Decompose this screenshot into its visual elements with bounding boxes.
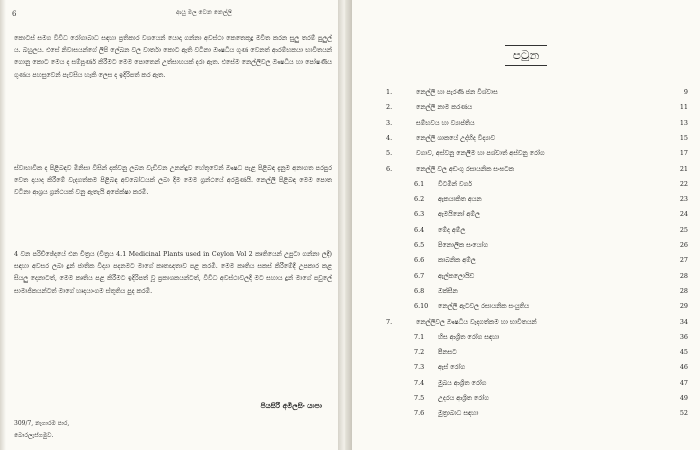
toc-entry-page: 15: [679, 133, 688, 142]
author-signature: පියසිරි අමිලසිං යාපා: [260, 401, 322, 410]
toc-entry-title: පීනසට: [438, 348, 457, 357]
toc-entry: [352, 180, 700, 192]
toc-entry-page: 46: [679, 363, 688, 372]
toc-entry-page: 11: [679, 103, 688, 112]
toc-entry-title: ඔක්සීන: [438, 286, 458, 295]
toc-entry-number: 7.2: [414, 348, 425, 357]
contents-title: පටුන: [505, 45, 548, 66]
toc-entry-title: නෙල්ලි වල අඩංගු රසායනික සංඝටක: [416, 164, 514, 173]
toc-entry-number: 2.: [386, 103, 393, 112]
toc-entry-page: 28: [679, 271, 688, 280]
book-gutter: [338, 0, 352, 450]
toc-entry-number: 7.3: [414, 363, 425, 372]
toc-entry: [352, 195, 700, 207]
running-head: ආයු මල වෙන නෙල්ලි: [176, 9, 232, 16]
toc-entry-number: 7.1: [414, 332, 425, 341]
toc-entry-number: 6.3: [414, 210, 425, 219]
toc-entry-title: ඇස් රෝග: [438, 363, 466, 372]
toc-entry: [352, 379, 700, 391]
toc-entry: [352, 256, 700, 268]
preface-paragraph-3: 4 වන පරිච්ඡේදයේ එන චිත්‍රය (චිත්‍රය 4.1 Medicinal Plants used in Ceylon Vol 2 කෘතියෙන් උපුටා ගන්නා ලදී) සඳහා අවසර ලබා දුන් ජාතික විද්‍යා පදනමට මාගේ කෘතඥතාව පළ කරමි. මෙම කෘතිය සකස් කිරීමේදී උපකාර කළ සියලු දෙනාටත්, මෙම කෘතිය පළ කිරීමට ඉදිරිපත් වූ ප්‍රකාශකයන්ටත්, විවිධ අවස්ථාවලදී මට සහාය දුන් මාගේ පවුලේ සාමාජිකයන්ටත් මාගේ හෘදයාංගම ස්තූතිය පුද කරමි.: [14, 250, 332, 295]
toc-entry: [352, 363, 700, 375]
toc-entry-title: හිස ආශ්‍රිත රෝග සඳහා: [438, 332, 500, 341]
toc-entry-page: 9: [683, 88, 688, 96]
toc-entry: [352, 149, 700, 161]
toc-entry-title: මේද අම්ල: [438, 225, 466, 234]
toc-entry-page: 49: [679, 394, 688, 402]
toc-entry-number: 7.5: [414, 394, 425, 402]
toc-entry-title: උදරය ආශ්‍රිත රෝග: [438, 394, 489, 402]
toc-entry: [352, 302, 700, 314]
toc-entry-page: 24: [679, 210, 688, 219]
toc-entry-number: 4.: [386, 133, 393, 142]
toc-entry-number: 7.6: [414, 409, 425, 418]
toc-entry-number: 6.2: [414, 195, 425, 204]
toc-entry-number: 5.: [386, 149, 393, 158]
toc-entry-page: 25: [679, 225, 688, 234]
toc-entry-title: මුඛය ආශ්‍රිත රෝග: [438, 378, 487, 387]
toc-entry-title: නෙල්ලි ශාකයේ උද්භිද විද්‍යාව: [416, 133, 496, 142]
toc-entry-page: 17: [679, 149, 688, 158]
toc-entry-title: ඇකයාකිත අයන: [438, 195, 482, 204]
toc-entry-title: මුත්‍රාබාධ සඳහා: [438, 409, 479, 418]
page-edge-shadow: [0, 0, 6, 450]
toc-entry-number: 7.4: [414, 378, 425, 387]
toc-entry: [352, 272, 700, 284]
toc-entry-title: ඇල්කලොයිඩ: [438, 271, 475, 280]
toc-entry-number: 6.5: [414, 241, 425, 249]
toc-entry: [352, 287, 700, 299]
toc-entry-title: නෙල්ලි නාම කරණය: [416, 103, 473, 112]
preface-paragraph-2: ස්වාභාවික ද පිළිබඳව මිනිසා විසින් දක්වනු ලබන වැඩිවන උනන්දුව හේතුවෙන් ඖෂධ පැළ පිළිබඳ දැනුම අනාගත පරපුර වෙත දායාද කිරීමේ වැදගත්කම පිළිබඳ අවබෝධයක් ලබා දීම මෙම ග්‍රන්ථයේ අරමුණයි. නෙල්ලි පිළිබඳ මෙම පොත වටිනා ආශ්‍රය ග්‍රන්ථයක් වනු ඇතැයි අපේක්ෂා කරමි.: [14, 164, 332, 197]
toc-entry-title: පිනොලික සංයෝග: [438, 241, 488, 249]
toc-entry-title: නෙල්ලිවල ඖෂධීය වැදගත්කම හා භාවිතයන්: [416, 317, 537, 326]
toc-entry-number: 6.10: [414, 302, 429, 311]
toc-entry-page: 34: [679, 317, 688, 326]
toc-entry-number: 6.7: [414, 271, 425, 280]
contents-title-wrap: [352, 44, 700, 66]
toc-entry-number: 6.6: [414, 256, 425, 265]
toc-entry-number: 7.: [386, 317, 393, 326]
toc-entry-page: 52: [679, 409, 688, 418]
toc-entry-title: නෙල්ලි ඇටවල රසායනික සංයුතිය: [438, 302, 530, 311]
preface-paragraph-1: කොටස් සමග විවිධ රෝගාබාධ සඳහා ප්‍රතිකාර වශයෙන් යොදා ගන්නා අවස්ථා කෙතෙකුදු මවිත කරන සුලු තරම් පුලුල් ය. බහුලය. එසේ නිවාසයන්ගේ ලිපි ලේඛන වල වාර්තා කොට ඇති වටිනා ඖෂධීය ගුණ වෙනත් ආරම්භකයා භාවිතයන් ගොනු කොට මෙය ද සම්පූර්ණ කිරීමට මෙම පොතෙන් උත්සාහයක් දරා ඇත. එසේම නෙල්ලිවල ඖෂධීය හා පෝෂණීය ගුණය පහසුවෙන් පැවසිය හැකි ලෙස ද ඉදිරිපත් කර ඇත.: [14, 34, 332, 79]
toc-entry-title: සම්භවය හා ව්‍යාප්තිය: [416, 118, 475, 127]
toc-entry-title: විටමින් වර්ග: [438, 179, 473, 188]
address-line-2: බොරලැස්ගමුව.: [14, 432, 54, 439]
toc-entry: [352, 165, 700, 177]
toc-entry: [352, 88, 700, 100]
toc-entry-title: කාබනික අම්ල: [438, 256, 476, 265]
toc-entry-number: 6.8: [414, 286, 425, 295]
toc-entry-page: 23: [679, 195, 688, 204]
toc-entry: [352, 333, 700, 345]
toc-entry-page: 45: [679, 348, 688, 357]
toc-entry-page: 47: [679, 378, 688, 387]
toc-entry-page: 21: [679, 164, 688, 173]
toc-entry: [352, 394, 700, 406]
toc-entry-title: වගාව, අස්වනු නෙලීම හා පශ්චාත් අස්වනු රෝග: [416, 149, 545, 158]
toc-entry-page: 36: [679, 332, 688, 341]
toc-entry-number: 6.1: [414, 179, 425, 188]
toc-entry-number: 6.: [386, 164, 393, 173]
toc-entry: [352, 226, 700, 238]
left-page: [0, 0, 338, 450]
page-number: 6: [12, 10, 17, 18]
toc-entry: [352, 134, 700, 146]
toc-entry: [352, 210, 700, 222]
toc-entry-page: 29: [679, 302, 688, 311]
toc-entry-page: 27: [679, 256, 688, 265]
toc-entry: [352, 103, 700, 115]
toc-entry-number: 6.4: [414, 225, 425, 234]
toc-entry: [352, 348, 700, 360]
toc-entry: [352, 241, 700, 253]
toc-entry-page: 22: [679, 179, 688, 188]
right-page: [352, 0, 700, 450]
toc-entry-title: නෙල්ලි හා පැරණි ජන විශ්වාස: [416, 88, 498, 96]
toc-entry: [352, 318, 700, 330]
toc-entry-number: 1.: [386, 88, 393, 96]
toc-entry: [352, 119, 700, 131]
toc-entry-page: 13: [679, 118, 688, 127]
toc-entry-page: 26: [679, 241, 688, 249]
toc-entry-number: 3.: [386, 118, 393, 127]
address-line-1: 309/7, නෑගාරම පාර,: [14, 420, 70, 427]
toc-entry-page: 28: [679, 286, 688, 295]
toc-entry: [352, 409, 700, 421]
toc-entry-title: ඇමයිනෝ අම්ල: [438, 210, 480, 219]
